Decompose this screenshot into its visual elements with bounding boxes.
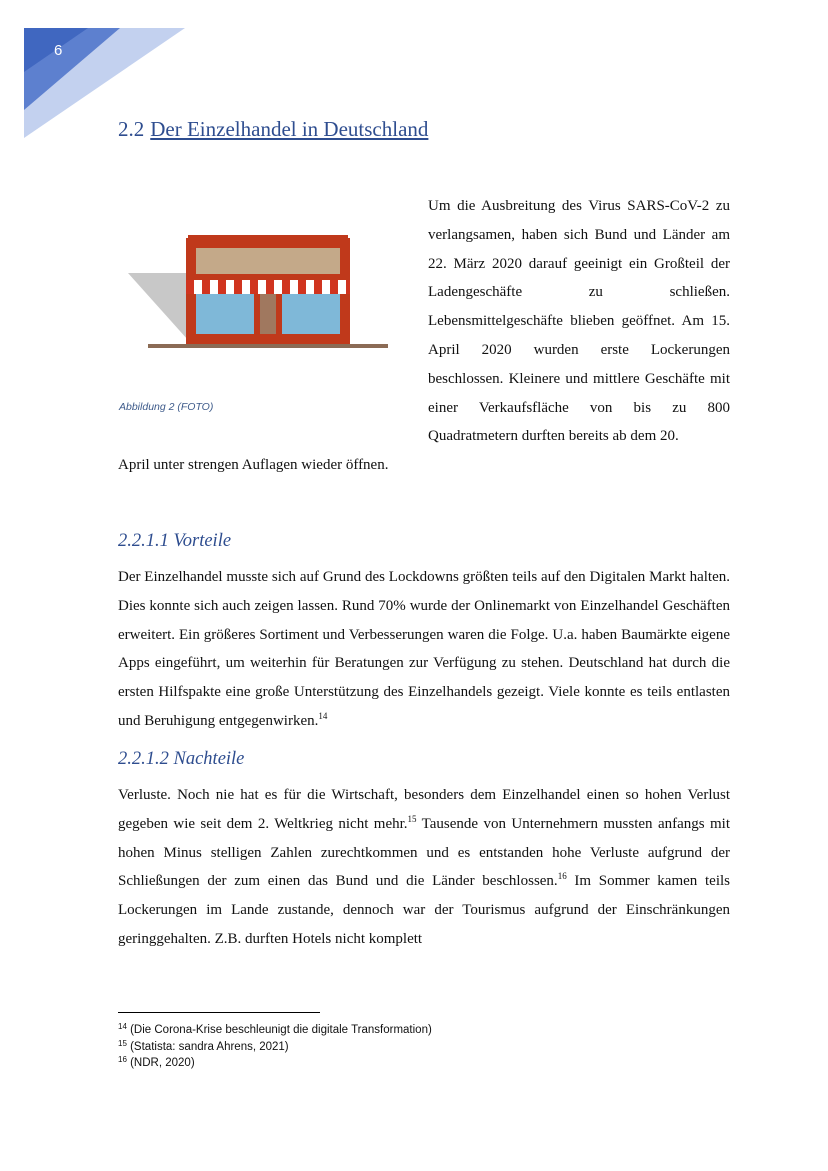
intro-line-2: mit einer Verkaufsfläche von bis zu 800 Quadratmetern durften bereits ab dem 20. — [428, 370, 730, 445]
figure-caption: Abbildung 2 (FOTO) — [119, 401, 214, 413]
paragraph-vorteile — [118, 563, 730, 736]
footnote-number: 14 — [118, 1022, 127, 1031]
footnote-text: (NDR, 2020) — [126, 1057, 195, 1069]
footnote-ref: 15 — [407, 813, 417, 824]
vorteile-text: Der Einzelhandel musste sich auf Grund des Lockdowns größten teils auf den Digitalen Markt halten. Dies konnte sich auch zeigen lassen. Rund 70% wurde der Onlinemarkt von Einzelhandel Geschäften erweitert. Ein größeres Sortiment und Verbesserungen waren die Folge. U.a. haben Baumärkte eigene Apps eingeführt, um weiterhin für Beratungen zur Verfügung zu stehen. Deutschland hat durch die ersten Hilfspakte eine große Unterstützung des Einzelhandels gezeigt. Viele konnte es teils entlasten und Beruhigung entgegenwirken. — [118, 569, 730, 729]
paragraph-nachteile — [118, 781, 730, 954]
intro-paragraph — [428, 192, 730, 451]
section-title: Der Einzelhandel in Deutschland — [150, 117, 429, 141]
nachteile-text-1: Verluste. Noch nie hat es für die Wirtschaft, besonders dem Einzelhandel einen so hohen Verlust gegeben wie seit dem 2. Weltkrieg nicht mehr. — [118, 787, 730, 832]
footnote — [118, 1022, 432, 1039]
intro-line-1: Um die Ausbreitung des Virus SARS-CoV-2 zu verlangsamen, haben sich Bund und Länder am 22. März 2020 darauf geeinigt ein Großteil der Ladengeschäfte zu schließen. Lebensmittelgeschäfte blieben geöffnet. Am 15. April 2020 wurden erste Lockerungen beschlossen. Kleinere und mittlere Geschäfte — [428, 198, 730, 387]
nachteile-text-3: Im Sommer kamen teils Lockerungen im Lande zustande, dennoch war der Tourismus aufgrund der Einschränkungen geringgehalten. Z.B. durften Hotels nicht komplett — [118, 873, 730, 947]
subheading-vorteile: 2.2.1.1 Vorteile — [118, 531, 232, 551]
footnote — [118, 1055, 432, 1072]
footnote-text: (Statista: sandra Ahrens, 2021) — [126, 1040, 289, 1053]
footnote-text: (Die Corona-Krise beschleunigt die digitale Transformation) — [126, 1024, 432, 1036]
footnote-ref: 14 — [318, 710, 328, 721]
intro-paragraph-end: April unter strengen Auflagen wieder öffnen. — [118, 457, 389, 473]
footnote-separator — [118, 1012, 320, 1013]
footnote-ref: 16 — [557, 871, 567, 882]
section-number: 2.2 — [118, 117, 145, 141]
footnotes — [118, 1022, 432, 1072]
footnote-number: 16 — [118, 1055, 127, 1064]
footnote — [118, 1039, 432, 1056]
page-number: 6 — [54, 42, 63, 59]
nachteile-text-2: Tausende von Unternehmern mussten anfangs mit hohen Minus stelligen Zahlen zurechtkommen und es entstanden hohe Verluste aufgrund der Schließungen der zum einen das Bund und die Länder beschlossen. — [118, 815, 730, 890]
subheading-nachteile: 2.2.1.2 Nachteile — [118, 749, 245, 769]
section-heading — [118, 117, 428, 142]
footnote-number: 15 — [118, 1038, 127, 1048]
storefront-icon — [120, 228, 392, 356]
